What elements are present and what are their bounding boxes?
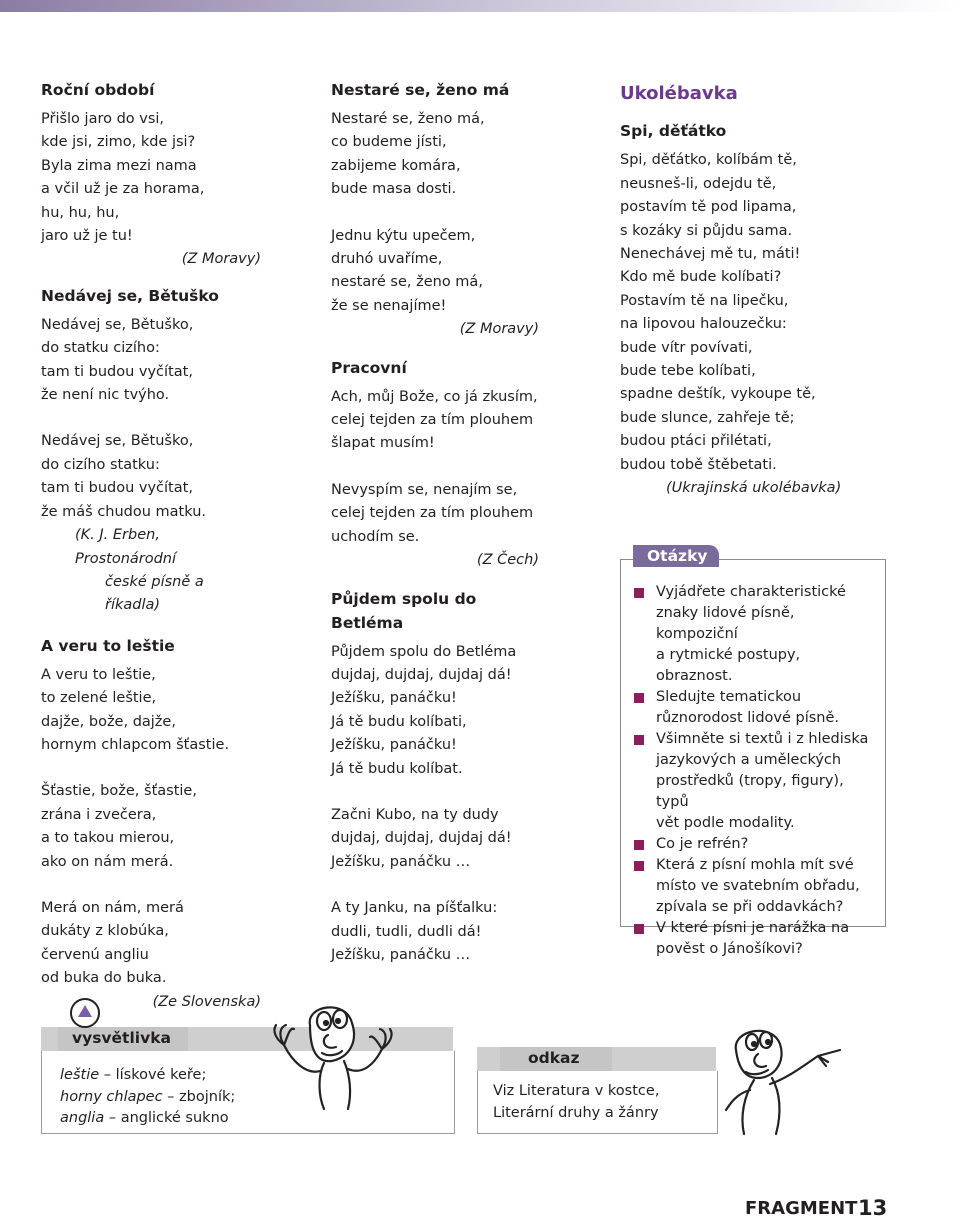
poem-source: (Ukrajinská ukolébavka) — [666, 480, 842, 497]
column-2 — [331, 78, 551, 967]
question-item: Všimněte si textů i z hlediska jazykových a uměleckých prostředků (tropy, figury), typů vět podle modality. — [634, 729, 879, 834]
poem-title: Spi, děťátko — [620, 122, 727, 141]
top-decorative-bar — [0, 0, 960, 12]
bullet-square-icon — [634, 693, 644, 703]
poem-lines: A veru to leštie, to zelené leštie, dajže, bože, dajže, hornym chlapcom šťastie. Šťastie, bože, šťastie, zrána i zvečera, a to takou mierou, ako on nám merá. Merá on nám, merá dukáty z klobúka, červenú angliu od buka do buka. — [41, 666, 230, 987]
questions-tab: Otázky — [633, 545, 719, 567]
poem-source: (K. J. Erben, Prostonárodní české písně a říkadla) — [75, 527, 204, 614]
question-item: V které písni je narážka na pověst o Jánošíkovi? — [634, 918, 879, 960]
poem-source: (Z Čech) — [476, 552, 539, 569]
bullet-square-icon — [634, 924, 644, 934]
poem-source: (Z Moravy) — [181, 251, 261, 268]
cartoon-figure-pointing-icon — [718, 1020, 848, 1140]
poem-lines: Spi, děťátko, kolíbám tě, neusneš-li, odejdu tě, postavím tě pod lipama, s kozáky si půjdu sama. Nenechávej mě tu, máti! Kdo mě bude kolíbati? Postavím tě na lipečku, na lipovou halouzečku: bude vítr povívati, bude tebe kolíbati, spadne deštík, vykoupe tě, bude slunce, zahřeje tě; budou ptáci přilétati, budou tobě štěbetati. — [620, 152, 816, 473]
question-item: Vyjádřete charakteristické znaky lidové písně, kompoziční a rytmické postupy, obraznost. — [634, 582, 879, 687]
reference-label: odkaz — [528, 1049, 580, 1067]
glossary-label: vysvětlivka — [72, 1029, 171, 1047]
column-1 — [41, 78, 261, 1014]
question-item: Která z písní mohla mít své místo ve svatebním obřadu, zpívala se při oddavkách? — [634, 855, 879, 918]
triangle-warning-icon — [70, 998, 100, 1028]
poem-lines: Ach, můj Bože, co já zkusím, celej tejden za tím plouhem šlapat musím! Nevyspím se, nenajím se, celej tejden za tím plouhem uchodím se. — [331, 388, 538, 545]
bullet-square-icon — [634, 588, 644, 598]
poem-title: A veru to leštie — [41, 636, 175, 655]
glossary-row: anglia – anglické sukno — [60, 1110, 229, 1126]
glossary-row: leštie – lískové keře; — [60, 1067, 207, 1083]
column-3 — [620, 78, 890, 501]
publisher-logo: FRAGMENT — [745, 1198, 858, 1219]
bullet-square-icon — [634, 861, 644, 871]
poem-lines: Půjdem spolu do Betléma dujdaj, dujdaj, dujdaj dá! Ježíšku, panáčku! Já tě budu kolíbati, Ježíšku, panáčku! Já tě budu kolíbat. Začni Kubo, na ty dudy dujdaj, dujdaj, dujdaj dá! Ježíšku, panáčku … A ty Janku, na píšťalku: dudli, tudli, dudli dá! Ježíšku, panáčku … — [331, 643, 517, 963]
glossary-text — [60, 1065, 235, 1130]
bullet-square-icon — [634, 840, 644, 850]
glossary-row: horny chlapec – zbojník; — [60, 1088, 236, 1105]
poem-lines: Nedávej se, Bětuško, do statku cizího: tam ti budou vyčítat, že není nic tvýho. Nedávej se, Bětuško, do cizího statku: tam ti budou vyčítat, že máš chudou matku. — [41, 316, 206, 520]
questions-list — [634, 582, 879, 960]
question-item: Co je refrén? — [634, 834, 879, 855]
poem-source: (Z Moravy) — [459, 321, 539, 338]
poem-lines: Přišlo jaro do vsi, kde jsi, zimo, kde jsi? Byla zima mezi nama a včil už je za horama, hu, hu, hu, jaro už je tu! — [41, 111, 205, 245]
reference-text: Viz Literatura v kostce, Literární druhy a žánry — [493, 1083, 660, 1121]
section-title: Ukolébavka — [620, 83, 738, 104]
poem-source: (Ze Slovenska) — [152, 993, 261, 1010]
poem-title: Nestaré se, ženo má — [331, 81, 510, 99]
poem-title: Roční období — [41, 81, 155, 99]
cartoon-figure-shrugging-icon — [258, 995, 408, 1115]
poem-title: Nedávej se, Bětuško — [41, 286, 219, 305]
poem-title: Pracovní — [331, 358, 407, 377]
bullet-square-icon — [634, 735, 644, 745]
poem-lines: Nestaré se, ženo má, co budeme jísti, zabijeme komára, bude masa dosti. Jednu kýtu upečem, druhó uvaříme, nestaré se, ženo má, že se nenajíme! — [331, 111, 485, 314]
question-item: Sledujte tematickou různorodost lidové písně. — [634, 687, 879, 729]
poem-title: Půjdem spolu do Betléma — [331, 589, 477, 632]
page-number: 13 — [858, 1196, 888, 1220]
